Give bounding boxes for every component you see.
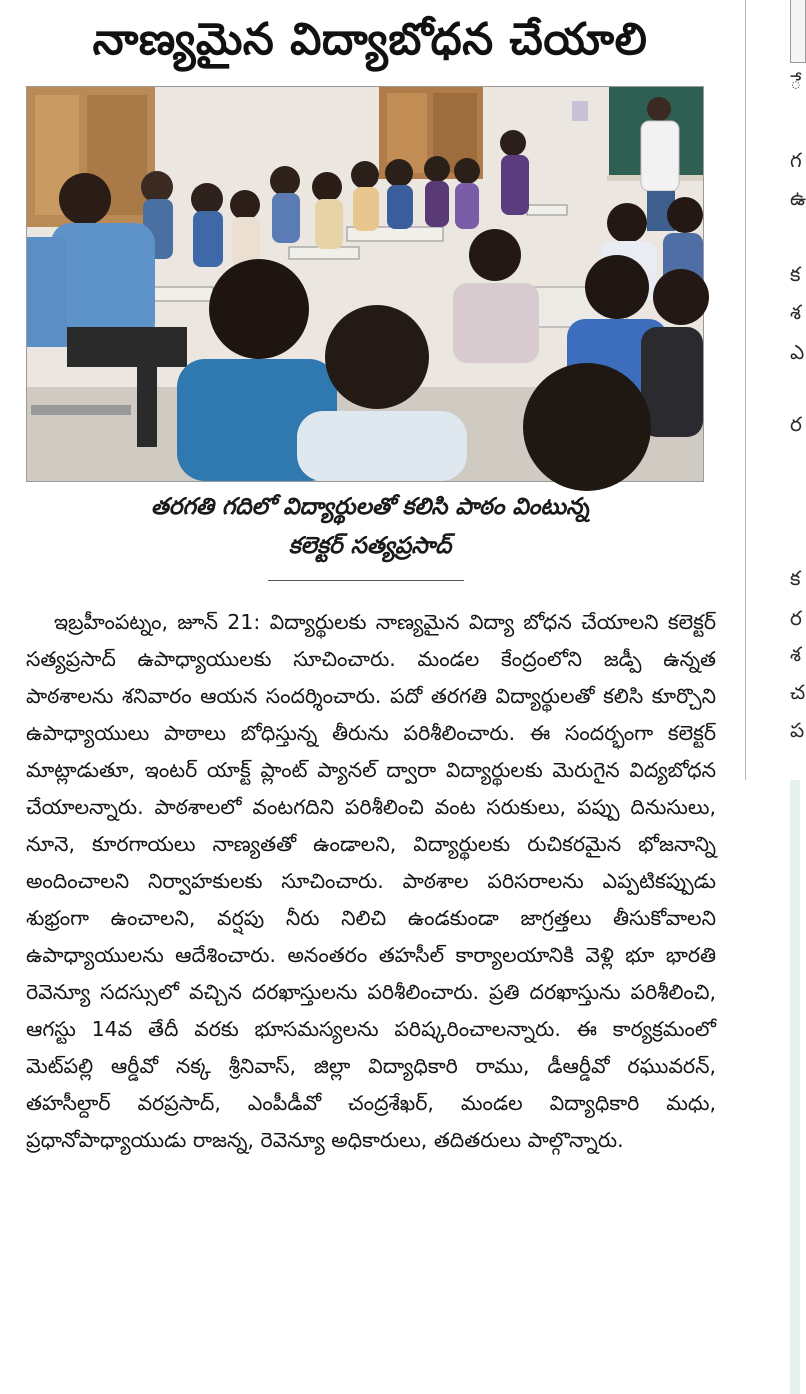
adjacent-text-glyph: ర [790,412,802,436]
adjacent-text-glyph: శ [790,642,801,666]
adjacent-text-glyph: ే [790,70,802,94]
caption-line-2: కలెక్టర్ సత్యప్రసాద్ [288,533,452,559]
adjacent-text-glyph: క [790,262,801,286]
adjacent-text-glyph: చ [790,680,806,704]
adjacent-image-fragment [790,0,806,63]
article-body: ఇబ్రహీంపట్నం, జూన్ 21: విద్యార్థులకు నాణ్యమైన విద్యా బోధన చేయాలని కలెక్టర్ సత్యప్రసాద్ ఉపాధ్యాయులకు సూచించారు. మండల కేంద్రంలోని జడ్పీ ఉన్నత పాఠశాలను శనివారం ఆయన సందర్శించారు. పదో తరగతి విద్యార్థులతో కలిసి కూర్చొని ఉపాధ్యాయులు పాఠాలు బోధిస్తున్న తీరును పరిశీలించారు. ఈ సందర్భంగా కలెక్టర్ మాట్లాడుతూ, ఇంటర్ యాక్ట్ ప్లాంట్ ప్యానల్ ద్వారా విద్యార్థులకు మెరుగైన విద్యబోధన చేయాలన్నారు. పాఠశాలలో వంటగదిని పరిశీలించి వంట సరుకులు, పప్పు దినుసులు, నూనె, కూరగాయలు నాణ్యతతో ఉండాలని, విద్యార్థులకు రుచికరమైన భోజనాన్ని అందించాలని నిర్వాహకులకు సూచించారు. పాఠశాల పరిసరాలను ఎప్పటికప్పుడు శుభ్రంగా ఉంచాలని, వర్షపు నీరు నిలిచి ఉండకుండా జాగ్రత్తలు తీసుకోవాలని ఉపాధ్యాయులను ఆదేశించారు. అనంతరం తహసీల్ కార్యాలయానికి వెళ్లి భూ భారతి రెవెన్యూ సదస్సులో వచ్చిన దరఖాస్తులను పరిశీలించారు. ప్రతి దరఖాస్తును పరిశీలించి, ఆగస్టు 14వ తేదీ వరకు భూసమస్యలను పరిష్కరించాలన్నారు. ఈ కార్యక్రమంలో మెట్‌పల్లి ఆర్డీవో నక్క శ్రీనివాస్, జిల్లా విద్యాధికారి రాము, డీఆర్డీవో రఘువరన్, తహసీల్దార్ వరప్రసాద్, ఎంపీడీవో చంద్రశేఖర్, మండల విద్యాధికారి మధు, ప్రధానోపాధ్యాయుడు రాజన్న, రెవెన్యూ అధికారులు, తదితరులు పాల్గొన్నారు. [26,610,716,1152]
classroom-photo-illustration [27,87,703,481]
caption-line-1: తరగతి గదిలో విద్యార్థులతో కలిసి పాఠం వింటున్న [150,494,590,520]
adjacent-text-glyph: ఉ [790,186,806,210]
adjacent-text-glyph: ప [790,718,805,742]
adjacent-column-fragment [748,0,806,1394]
article-headline: నాణ్యమైన విద్యాబోధన చేయాలి [92,14,648,65]
caption-underline [268,580,464,581]
column-divider [745,0,746,780]
adjacent-text-glyph: గ [790,148,802,172]
adjacent-text-glyph: ఎ [790,340,805,364]
adjacent-tinted-panel [790,780,800,1394]
adjacent-text-glyph: శ [790,300,801,324]
adjacent-text-glyph: ర [790,606,802,630]
photo-caption [60,488,680,566]
classroom-photo [26,86,704,482]
adjacent-text-glyph: క [790,566,801,590]
